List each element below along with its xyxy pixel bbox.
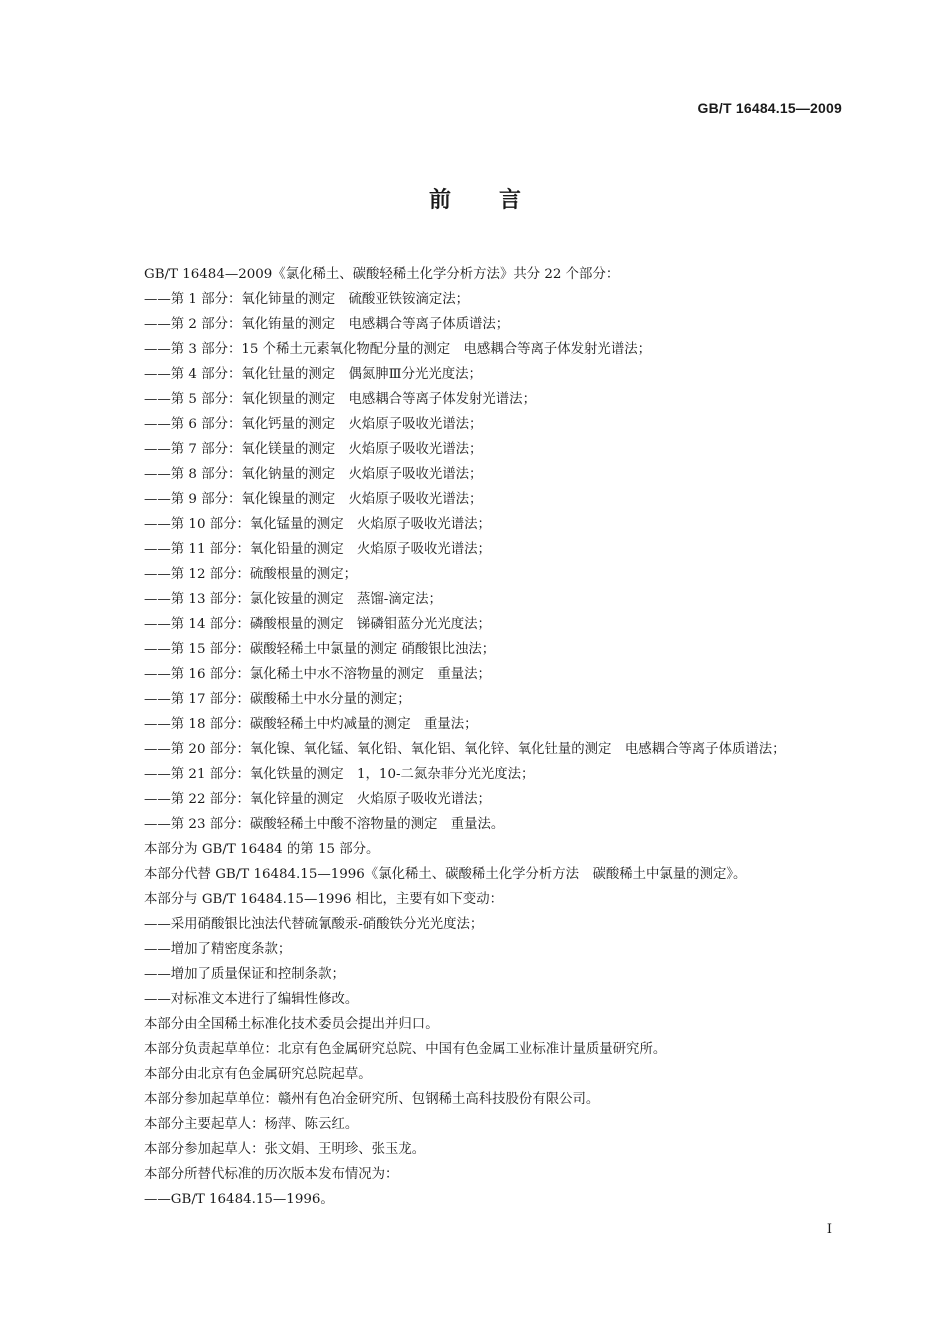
page-number: I — [826, 1222, 832, 1237]
standard-code: GB/T 16484.15—2009 — [697, 100, 842, 116]
text-line: ——对标准文本进行了编辑性修改。 — [144, 992, 359, 1007]
text-line: ——第 15 部分：碳酸轻稀土中氯量的测定 硝酸银比浊法； — [144, 642, 496, 657]
text-line: 本部分由北京有色金属研究总院起草。 — [144, 1067, 372, 1082]
text-line: ——第 13 部分：氯化铵量的测定 蒸馏-滴定法； — [144, 592, 442, 607]
text-line: ——第 9 部分：氧化镍量的测定 火焰原子吸收光谱法； — [144, 492, 483, 507]
text-line: 本部分主要起草人：杨萍、陈云红。 — [144, 1117, 359, 1132]
text-line: ——第 22 部分：氧化锌量的测定 火焰原子吸收光谱法； — [144, 792, 491, 807]
text-line: ——第 18 部分：碳酸轻稀土中灼减量的测定 重量法； — [144, 717, 478, 732]
text-line: ——第 10 部分：氧化锰量的测定 火焰原子吸收光谱法； — [144, 517, 491, 532]
text-line: 本部分代替 GB/T 16484.15—1996《氯化稀土、碳酸稀土化学分析方法 碳酸稀土中氯量的测定》。 — [144, 867, 747, 882]
text-line: ——第 7 部分：氧化镁量的测定 火焰原子吸收光谱法； — [144, 442, 483, 457]
text-line: ——第 16 部分：氯化稀土中水不溶物量的测定 重量法； — [144, 667, 491, 682]
text-line: 本部分为 GB/T 16484 的第 15 部分。 — [144, 842, 380, 857]
text-line: ——第 3 部分：15 个稀土元素氧化物配分量的测定 电感耦合等离子体发射光谱法； — [144, 342, 651, 357]
text-line: 本部分参加起草单位：赣州有色冶金研究所、包钢稀土高科技股份有限公司。 — [144, 1092, 600, 1107]
text-line: ——第 11 部分：氧化铅量的测定 火焰原子吸收光谱法； — [144, 542, 491, 557]
text-line: ——第 17 部分：碳酸稀土中水分量的测定； — [144, 692, 411, 707]
text-line: GB/T 16484—2009《氯化稀土、碳酸轻稀土化学分析方法》共分 22 个部分： — [144, 267, 620, 282]
page-title: 前言 — [428, 188, 569, 213]
text-line: ——增加了质量保证和控制条款； — [144, 967, 345, 982]
text-line: 本部分所替代标准的历次版本发布情况为： — [144, 1167, 399, 1182]
text-line: 本部分参加起草人：张文娟、王明珍、张玉龙。 — [144, 1142, 426, 1157]
text-line: ——第 1 部分：氧化铈量的测定 硫酸亚铁铵滴定法； — [144, 292, 470, 307]
text-line: ——第 12 部分：硫酸根量的测定； — [144, 567, 358, 582]
text-line: ——第 6 部分：氧化钙量的测定 火焰原子吸收光谱法； — [144, 417, 483, 432]
text-line: ——增加了精密度条款； — [144, 942, 292, 957]
text-line: ——采用硝酸银比浊法代替硫氰酸汞-硝酸铁分光光度法； — [144, 917, 484, 932]
text-line: ——GB/T 16484.15—1996。 — [144, 1192, 334, 1207]
text-line: ——第 2 部分：氧化铕量的测定 电感耦合等离子体质谱法； — [144, 317, 510, 332]
text-line: ——第 4 部分：氧化钍量的测定 偶氮胂Ⅲ分光光度法； — [144, 367, 482, 382]
text-line: 本部分与 GB/T 16484.15—1996 相比，主要有如下变动： — [144, 892, 503, 907]
text-line: 本部分由全国稀土标准化技术委员会提出并归口。 — [144, 1017, 439, 1032]
text-line: ——第 5 部分：氧化钡量的测定 电感耦合等离子体发射光谱法； — [144, 392, 536, 407]
text-line: ——第 23 部分：碳酸轻稀土中酸不溶物量的测定 重量法。 — [144, 817, 505, 832]
text-line: ——第 8 部分：氧化钠量的测定 火焰原子吸收光谱法； — [144, 467, 483, 482]
text-line: ——第 21 部分：氧化铁量的测定 1，10-二氮杂菲分光光度法； — [144, 767, 535, 782]
text-line: ——第 14 部分：磷酸根量的测定 锑磷钼蓝分光光度法； — [144, 617, 491, 632]
foreword-body — [144, 262, 864, 1212]
text-line: ——第 20 部分：氧化镍、氧化锰、氧化铅、氧化铝、氧化锌、氧化钍量的测定 电感耦合等离子体质谱法； — [144, 742, 786, 757]
text-line: 本部分负责起草单位：北京有色金属研究总院、中国有色金属工业标准计量质量研究所。 — [144, 1042, 667, 1057]
